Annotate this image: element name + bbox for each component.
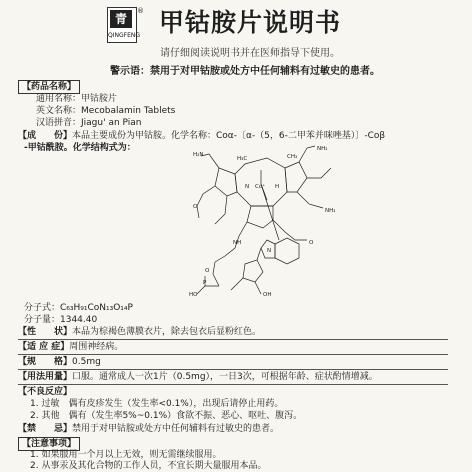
page-subtitle: 请仔细阅读说明书并在医师指导下使用。 xyxy=(160,48,340,59)
label-ho: HO xyxy=(189,292,198,298)
spec-row xyxy=(18,356,101,368)
dosage-text: 口服。通常成人一次1片（0.5mg），一日3次，可根据年龄、症状酌情增减。 xyxy=(72,372,378,382)
indication-label: 【适 应 症】 xyxy=(18,342,70,352)
label-h: H xyxy=(275,184,280,190)
label-n: N xyxy=(245,184,250,190)
logo-mark: 青 xyxy=(110,10,132,28)
label-ch3-a: H₃C xyxy=(237,156,248,162)
indication-row xyxy=(18,341,123,353)
precaution-item-2: 2. 从事汞及其化合物的工作人员，不宜长期大量服用本品。 xyxy=(30,461,267,471)
label-oh: OH xyxy=(263,292,272,298)
label-nh2-a: NH₂ xyxy=(317,146,328,152)
precaution-item-1: 1. 如果服用一个月以上无效，则无需继续服用。 xyxy=(30,450,222,460)
contra-row xyxy=(18,423,279,435)
adverse-item-2: 2. 其他 偶有（发生率5%~0.1%）食欲不振、恶心、呕吐、腹泻。 xyxy=(30,411,303,421)
label-ch3-b: CH₃ xyxy=(287,154,298,160)
adverse-item-1: 1. 过敏 偶有皮疹发生（发生率<0.1%），出现后请停止用药。 xyxy=(30,399,284,409)
page-title: 甲钴胺片说明书 xyxy=(158,8,341,37)
label-p: P xyxy=(203,280,207,286)
indication-text: 周围神经病。 xyxy=(69,342,124,352)
english-name-value: Mecobalamin Tablets xyxy=(81,106,176,116)
label-o-c: O xyxy=(205,268,210,274)
generic-name-row xyxy=(36,93,117,105)
dosage-label: 【用法用量】 xyxy=(18,372,73,382)
warning-text: 警示语：禁用于对甲钴胺或处方中任何辅料有过敏史的患者。 xyxy=(110,66,380,77)
character-label: 【性 状】 xyxy=(18,327,73,337)
spec-text: 0.5mg xyxy=(72,357,101,367)
contra-text: 禁用于对甲钴胺或处方中任何辅料有过敏史的患者。 xyxy=(72,424,280,434)
generic-name-value: 甲钴胺片 xyxy=(81,94,118,104)
spec-label: 【规 格】 xyxy=(18,357,73,367)
chemical-structure xyxy=(175,144,350,302)
molecular-formula: 分子式：C₆₃H₉₁CoN₁₃O₁₄P xyxy=(24,303,133,313)
adverse-label: 【不良反应】 xyxy=(18,387,73,397)
label-nh: NH xyxy=(233,240,242,246)
molecular-weight: 分子量：1344.40 xyxy=(24,315,98,325)
drug-name-heading: 【药品名称】 xyxy=(18,80,80,94)
divider xyxy=(18,354,448,355)
generic-name-label: 通用名称： xyxy=(36,94,82,104)
ingredients-text-1: 本品主要成份为甲钴胺。化学名称：Coα-〔α-（5，6-二甲苯并咪唑基）〕-Coβ xyxy=(72,131,386,141)
character-row xyxy=(18,326,261,338)
label-nh2-b: NH₂ xyxy=(325,208,336,214)
label-o-b: O xyxy=(309,240,314,246)
precautions-heading: 【注意事项】 xyxy=(18,437,80,451)
divider xyxy=(18,339,448,340)
label-n-b: N xyxy=(267,248,272,254)
english-name-label: 英文名称： xyxy=(36,106,82,116)
brand-logo xyxy=(107,7,141,43)
ingredients-row xyxy=(18,130,385,142)
ingredients-label: 【成 份】 xyxy=(18,131,73,141)
label-co: Co⁺ xyxy=(255,184,266,190)
logo-wordmark: QINGFENG xyxy=(108,32,141,39)
label-h2n-a: H₂N xyxy=(193,152,204,158)
english-name-row xyxy=(36,105,175,117)
pinyin-name-value: Jiagu' an Pian xyxy=(81,118,142,128)
divider xyxy=(18,369,448,370)
divider xyxy=(18,384,448,385)
structure-drawing xyxy=(175,144,350,302)
character-text: 本品为棕褐色薄膜衣片，除去包衣后显粉红色。 xyxy=(72,327,262,337)
dosage-row xyxy=(18,371,378,383)
pinyin-name-row xyxy=(36,117,141,129)
label-o-a: O xyxy=(193,204,198,210)
pinyin-name-label: 汉语拼音： xyxy=(36,118,82,128)
contra-label: 【禁 忌】 xyxy=(18,424,73,434)
ingredients-text-2: -甲钴酰胺。化学结构式为： xyxy=(24,143,136,153)
registered-mark: ® xyxy=(137,7,144,15)
